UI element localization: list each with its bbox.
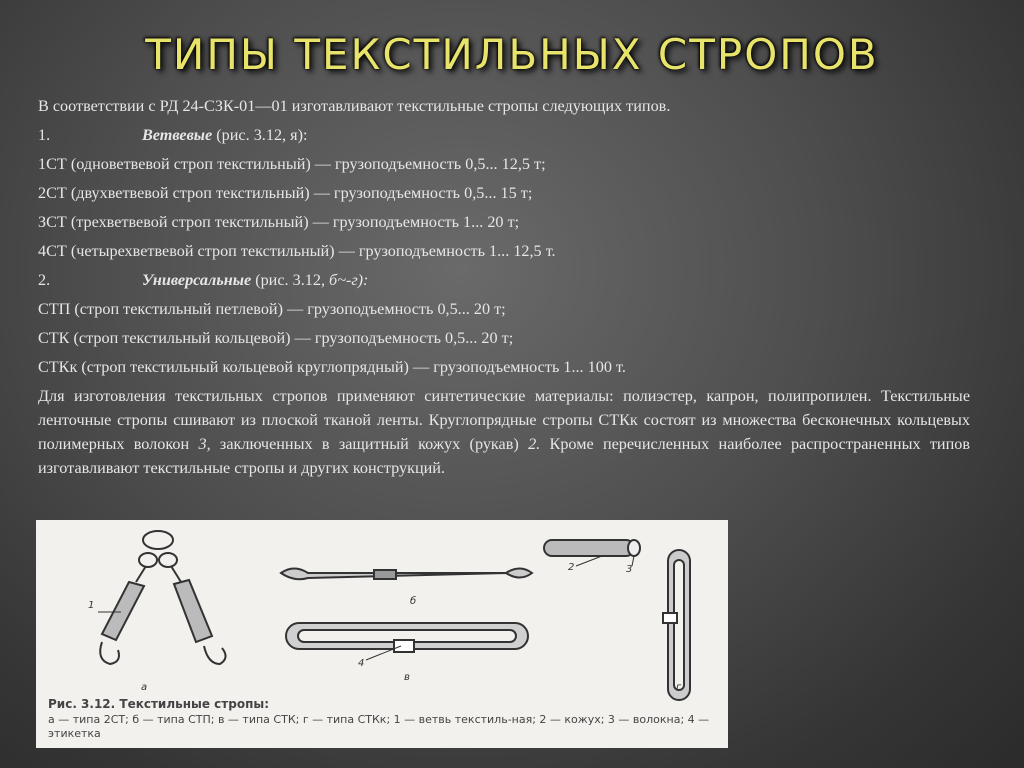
group2-number: 2.	[38, 271, 51, 289]
group1-item: 4СТ (четырехветвевой строп текстильный) — грузоподъемность 1... 12,5 т.	[38, 242, 556, 260]
group2-item: СТК (строп текстильный кольцевой) — грузоподъемность 0,5... 20 т;	[38, 329, 514, 347]
group2-ref-italic: б~-г):	[329, 271, 369, 289]
group2-name: Универсальные	[142, 271, 252, 289]
paragraph-part: Для изготовления текстильных стропов применяют синтетические материалы: полиэстер, капрон, полипропилен. Текстильные ленточные стропы сшивают из плоской тканой ленты. Круглопрядные стропы СТКк состоят из множества бесконечных кольцевых полимерных волокон	[38, 387, 970, 453]
round-sling-drawing	[544, 540, 690, 700]
group1-ref: (рис. 3.12, я):	[212, 126, 308, 144]
group2-item: СТП (строп текстильный петлевой) — грузоподъемность 0,5... 20 т;	[38, 300, 506, 318]
intro-text: В соответствии с РД 24-СЗК-01—01 изготавливают текстильные стропы следующих типов.	[38, 97, 671, 115]
group1-number: 1.	[38, 126, 51, 144]
figure-caption-text: а — типа 2СТ; б — типа СТП; в — типа СТК; г — типа СТКк; 1 — ветвь текстиль-ная; 2 — кожух; 3 — волокна; 4 — этикетка	[48, 713, 710, 740]
group1-heading	[38, 121, 970, 150]
group1-item: ЗСТ (трехветвевой строп текстильный) — грузоподъемность 1... 20 т;	[38, 213, 520, 231]
group2-heading	[38, 266, 970, 295]
label-v: в	[404, 672, 410, 683]
paragraph-ref: 3,	[198, 435, 211, 453]
slide-body	[38, 92, 970, 480]
label-b: б	[410, 596, 417, 607]
slings-figure	[36, 520, 728, 748]
paragraph-part: Кроме перечисленных наиболее распространенных типов изготавливают текстильные стропы и других конструкций.	[38, 435, 970, 477]
two-leg-sling-drawing	[98, 531, 226, 664]
group2-item: СТКк (строп текстильный кольцевой круглопрядный) — грузоподъемность 1... 100 т.	[38, 358, 626, 376]
paragraph-ref: 2.	[528, 435, 541, 453]
loop-sling-drawing	[281, 569, 532, 580]
group2-ref: (рис. 3.12,	[251, 271, 330, 289]
paragraph-part: заключенных в защитный кожух (рукав)	[210, 435, 529, 453]
endless-sling-drawing	[286, 623, 528, 660]
label-4: 4	[358, 658, 365, 669]
group1-item: 1СТ (одноветвевой строп текстильный) — грузоподъемность 0,5... 12,5 т;	[38, 155, 546, 173]
figure-caption-title: Рис. 3.12. Текстильные стропы:	[48, 697, 270, 711]
label-g: г	[676, 682, 682, 693]
label-2: 2	[568, 562, 575, 573]
label-1: 1	[88, 600, 95, 611]
label-a: а	[141, 682, 148, 693]
group1-item: 2СТ (двухветвевой строп текстильный) — грузоподъемность 0,5... 15 т;	[38, 184, 533, 202]
label-3: 3	[626, 564, 633, 575]
slide-title: ТИПЫ ТЕКСТИЛЬНЫХ СТРОПОВ	[145, 30, 879, 79]
description-paragraph	[38, 384, 970, 480]
group1-name: Ветвевые	[142, 126, 213, 144]
